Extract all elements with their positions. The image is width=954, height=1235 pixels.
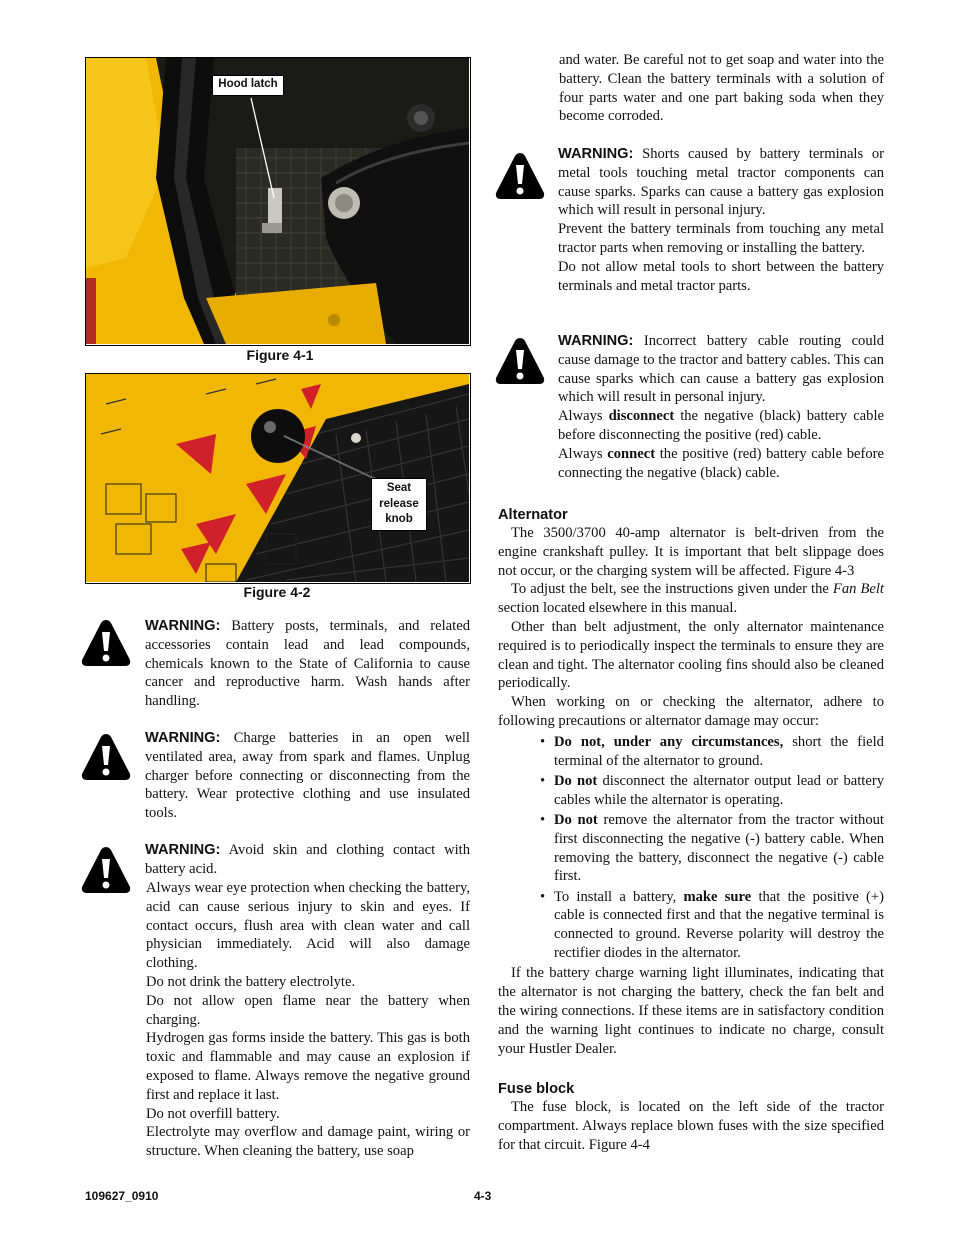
paragraph: Hydrogen gas forms inside the battery. This gas is both toxic and flammable and may cause an explosion if exposed to flame. Always remove the negative ground first and replace it last. bbox=[146, 1030, 470, 1103]
warning-icon bbox=[80, 845, 132, 895]
emphasis: disconnect bbox=[608, 408, 675, 425]
paragraph: The fuse block, is located on the left side of the tractor compartment. Always replace blown fuses with the size specified for that circuit. Figure 4-4 bbox=[498, 1099, 884, 1153]
text: the positive (red) battery cable before connecting the negative (black) cable. bbox=[558, 445, 884, 481]
paragraph: Prevent the battery terminals from touching any metal tractor parts when removing or installing the battery. bbox=[558, 221, 884, 256]
fuse-block-body bbox=[498, 1098, 884, 1154]
emphasis: Do not bbox=[554, 772, 598, 789]
warning-text: Incorrect battery cable routing could cause damage to the tractor and battery cables. This can cause sparks which can cause a battery gas explosion which will result in personal injury. bbox=[558, 333, 884, 406]
paragraph: Do not overfill battery. bbox=[146, 1105, 280, 1122]
callout-line-3: knob bbox=[385, 513, 413, 525]
paragraph bbox=[558, 332, 884, 407]
paragraph bbox=[558, 445, 884, 483]
paragraph: The 3500/3700 40-amp alternator is belt-driven from the engine crankshaft pulley. It is important that belt slippage does not occur, or the charging system will be affected. Figure 4-3 bbox=[498, 525, 884, 579]
emphasis: make sure bbox=[683, 888, 752, 905]
precaution-list bbox=[540, 733, 885, 963]
paragraph: Other than belt adjustment, the only alternator maintenance required is to periodically inspect the terminals to ensure they are clean and tight. The alternator cooling fins should also be cleaned periodically. bbox=[498, 618, 884, 692]
battery-cleaning-continued bbox=[559, 51, 884, 126]
paragraph: Do not allow open flame near the battery when charging. bbox=[146, 992, 470, 1028]
text: To adjust the belt, see the instructions given under the bbox=[511, 581, 833, 598]
warning-label: WARNING: bbox=[145, 618, 221, 634]
figure-4-2-caption: Figure 4-2 bbox=[243, 584, 311, 600]
warning-cable-routing bbox=[558, 332, 884, 482]
page-number: 4-3 bbox=[474, 1189, 492, 1203]
warning-text: Charge batteries in an open well ventilated area, away from spark and flames. Unplug charger before connecting or disconnecting from the battery. Wear protective clothing and use insulated tools. bbox=[145, 730, 470, 822]
figure-4-1-caption: Figure 4-1 bbox=[246, 347, 314, 363]
text: section located elsewhere in this manual. bbox=[498, 600, 738, 617]
warning-label: WARNING: bbox=[558, 146, 634, 162]
callout-line-2: release bbox=[379, 497, 419, 510]
list-item: • Do not remove the alternator from the tractor without first disconnecting the negative (-) battery cable. When removing the battery, disconnect the negative (-) cable first. bbox=[540, 811, 884, 885]
emphasis: Do not bbox=[554, 811, 598, 828]
warning-label: WARNING: bbox=[145, 730, 221, 746]
text: Always bbox=[558, 408, 609, 425]
paragraph bbox=[498, 580, 884, 618]
warning-icon bbox=[80, 618, 132, 668]
warning-label: WARNING: bbox=[558, 333, 634, 349]
warning-acid bbox=[145, 841, 470, 879]
paragraph: If the battery charge warning light illuminates, indicating that the alternator is not charging the battery, check the fan belt and the wiring connections. If these items are in satisfactory condition and the warning light continues to indicate no charge, consult your Hustler Dealer. bbox=[498, 965, 884, 1057]
text: Always bbox=[558, 445, 608, 462]
warning-text: Avoid skin and clothing contact with battery acid. bbox=[145, 842, 471, 877]
emphasis: Do not, under any circumstances, bbox=[554, 733, 784, 750]
warning-icon bbox=[80, 732, 132, 782]
paragraph: and water. Be careful not to get soap and water into the battery. Clean the battery terminals with a solution of four parts water and one part baking soda when they become corroded. bbox=[559, 52, 884, 125]
warning-text: Battery posts, terminals, and related accessories contain lead and lead compounds, chemicals known to the State of California to cause cancer and reproductive harm. Wash hands after handling. bbox=[145, 618, 470, 710]
paragraph bbox=[558, 407, 884, 445]
seat-release-knob-callout bbox=[371, 478, 427, 531]
warning-label: WARNING: bbox=[145, 842, 221, 858]
callout-line-1: Seat bbox=[386, 482, 412, 494]
text: the negative (black) battery cable before disconnecting the positive (red) cable. bbox=[558, 408, 884, 443]
paragraph: Electrolyte may overflow and damage paint, wiring or structure. When cleaning the battery, use soap bbox=[146, 1124, 470, 1160]
text: that the positive (+) cable is connected first and that the negative terminal is connected to ground. Reverse polarity will destroy the rectifier diodes in the alternator. bbox=[554, 888, 885, 962]
list-item: • Do not disconnect the alternator output lead or battery cables while the alternator is operating. bbox=[540, 772, 884, 808]
text: disconnect the alternator output lead or battery cables while the alternator is operating. bbox=[554, 772, 884, 808]
figure-4-1-photo bbox=[85, 57, 471, 346]
alternator-heading: Alternator bbox=[498, 507, 568, 523]
hood-latch-callout: Hood latch bbox=[212, 75, 284, 96]
paragraph: When working on or checking the alternator, adhere to following precautions or alternator damage may occur: bbox=[498, 694, 884, 729]
emphasis: connect bbox=[607, 445, 656, 462]
alternator-body bbox=[498, 524, 884, 1058]
warning-lead bbox=[145, 617, 470, 711]
text: short the field terminal of the alternator to ground. bbox=[554, 733, 884, 769]
document-number: 109627_0910 bbox=[85, 1189, 159, 1203]
fuse-block-heading: Fuse block bbox=[498, 1081, 575, 1097]
text: To install a battery, bbox=[554, 888, 684, 905]
text: remove the alternator from the tractor without first disconnecting the negative (-) battery cable. When removing the battery, disconnect the negative (-) cable first. bbox=[554, 811, 884, 885]
warning-shorts bbox=[558, 145, 884, 295]
paragraph: Do not drink the battery electrolyte. bbox=[146, 973, 356, 990]
paragraph bbox=[558, 145, 884, 220]
warning-text: Shorts caused by battery terminals or metal tools touching metal tractor components can cause sparks. Sparks can cause a battery gas explosion which will result in personal injury. bbox=[558, 146, 884, 219]
list-item: • To install a battery, make sure that the positive (+) cable is connected first and that the negative terminal is connected to ground. Reverse polarity will destroy the rectifier diodes in the alternator. bbox=[540, 888, 885, 962]
paragraph: Always wear eye protection when checking the battery, acid can cause serious injury to skin and eyes. If contact occurs, flush area with clean water and call physician immediately. Acid will also damage clothing. bbox=[146, 880, 470, 972]
emphasis: Fan Belt bbox=[832, 581, 884, 598]
acid-precautions bbox=[146, 879, 470, 1161]
list-item: • Do not, under any circumstances, short the field terminal of the alternator to ground. bbox=[540, 733, 884, 769]
warning-charge bbox=[145, 729, 470, 823]
warning-icon bbox=[494, 336, 546, 386]
warning-icon bbox=[494, 151, 546, 201]
hood-latch-illustration bbox=[86, 58, 469, 344]
paragraph: Do not allow metal tools to short between the battery terminals and metal tractor parts. bbox=[558, 258, 884, 294]
